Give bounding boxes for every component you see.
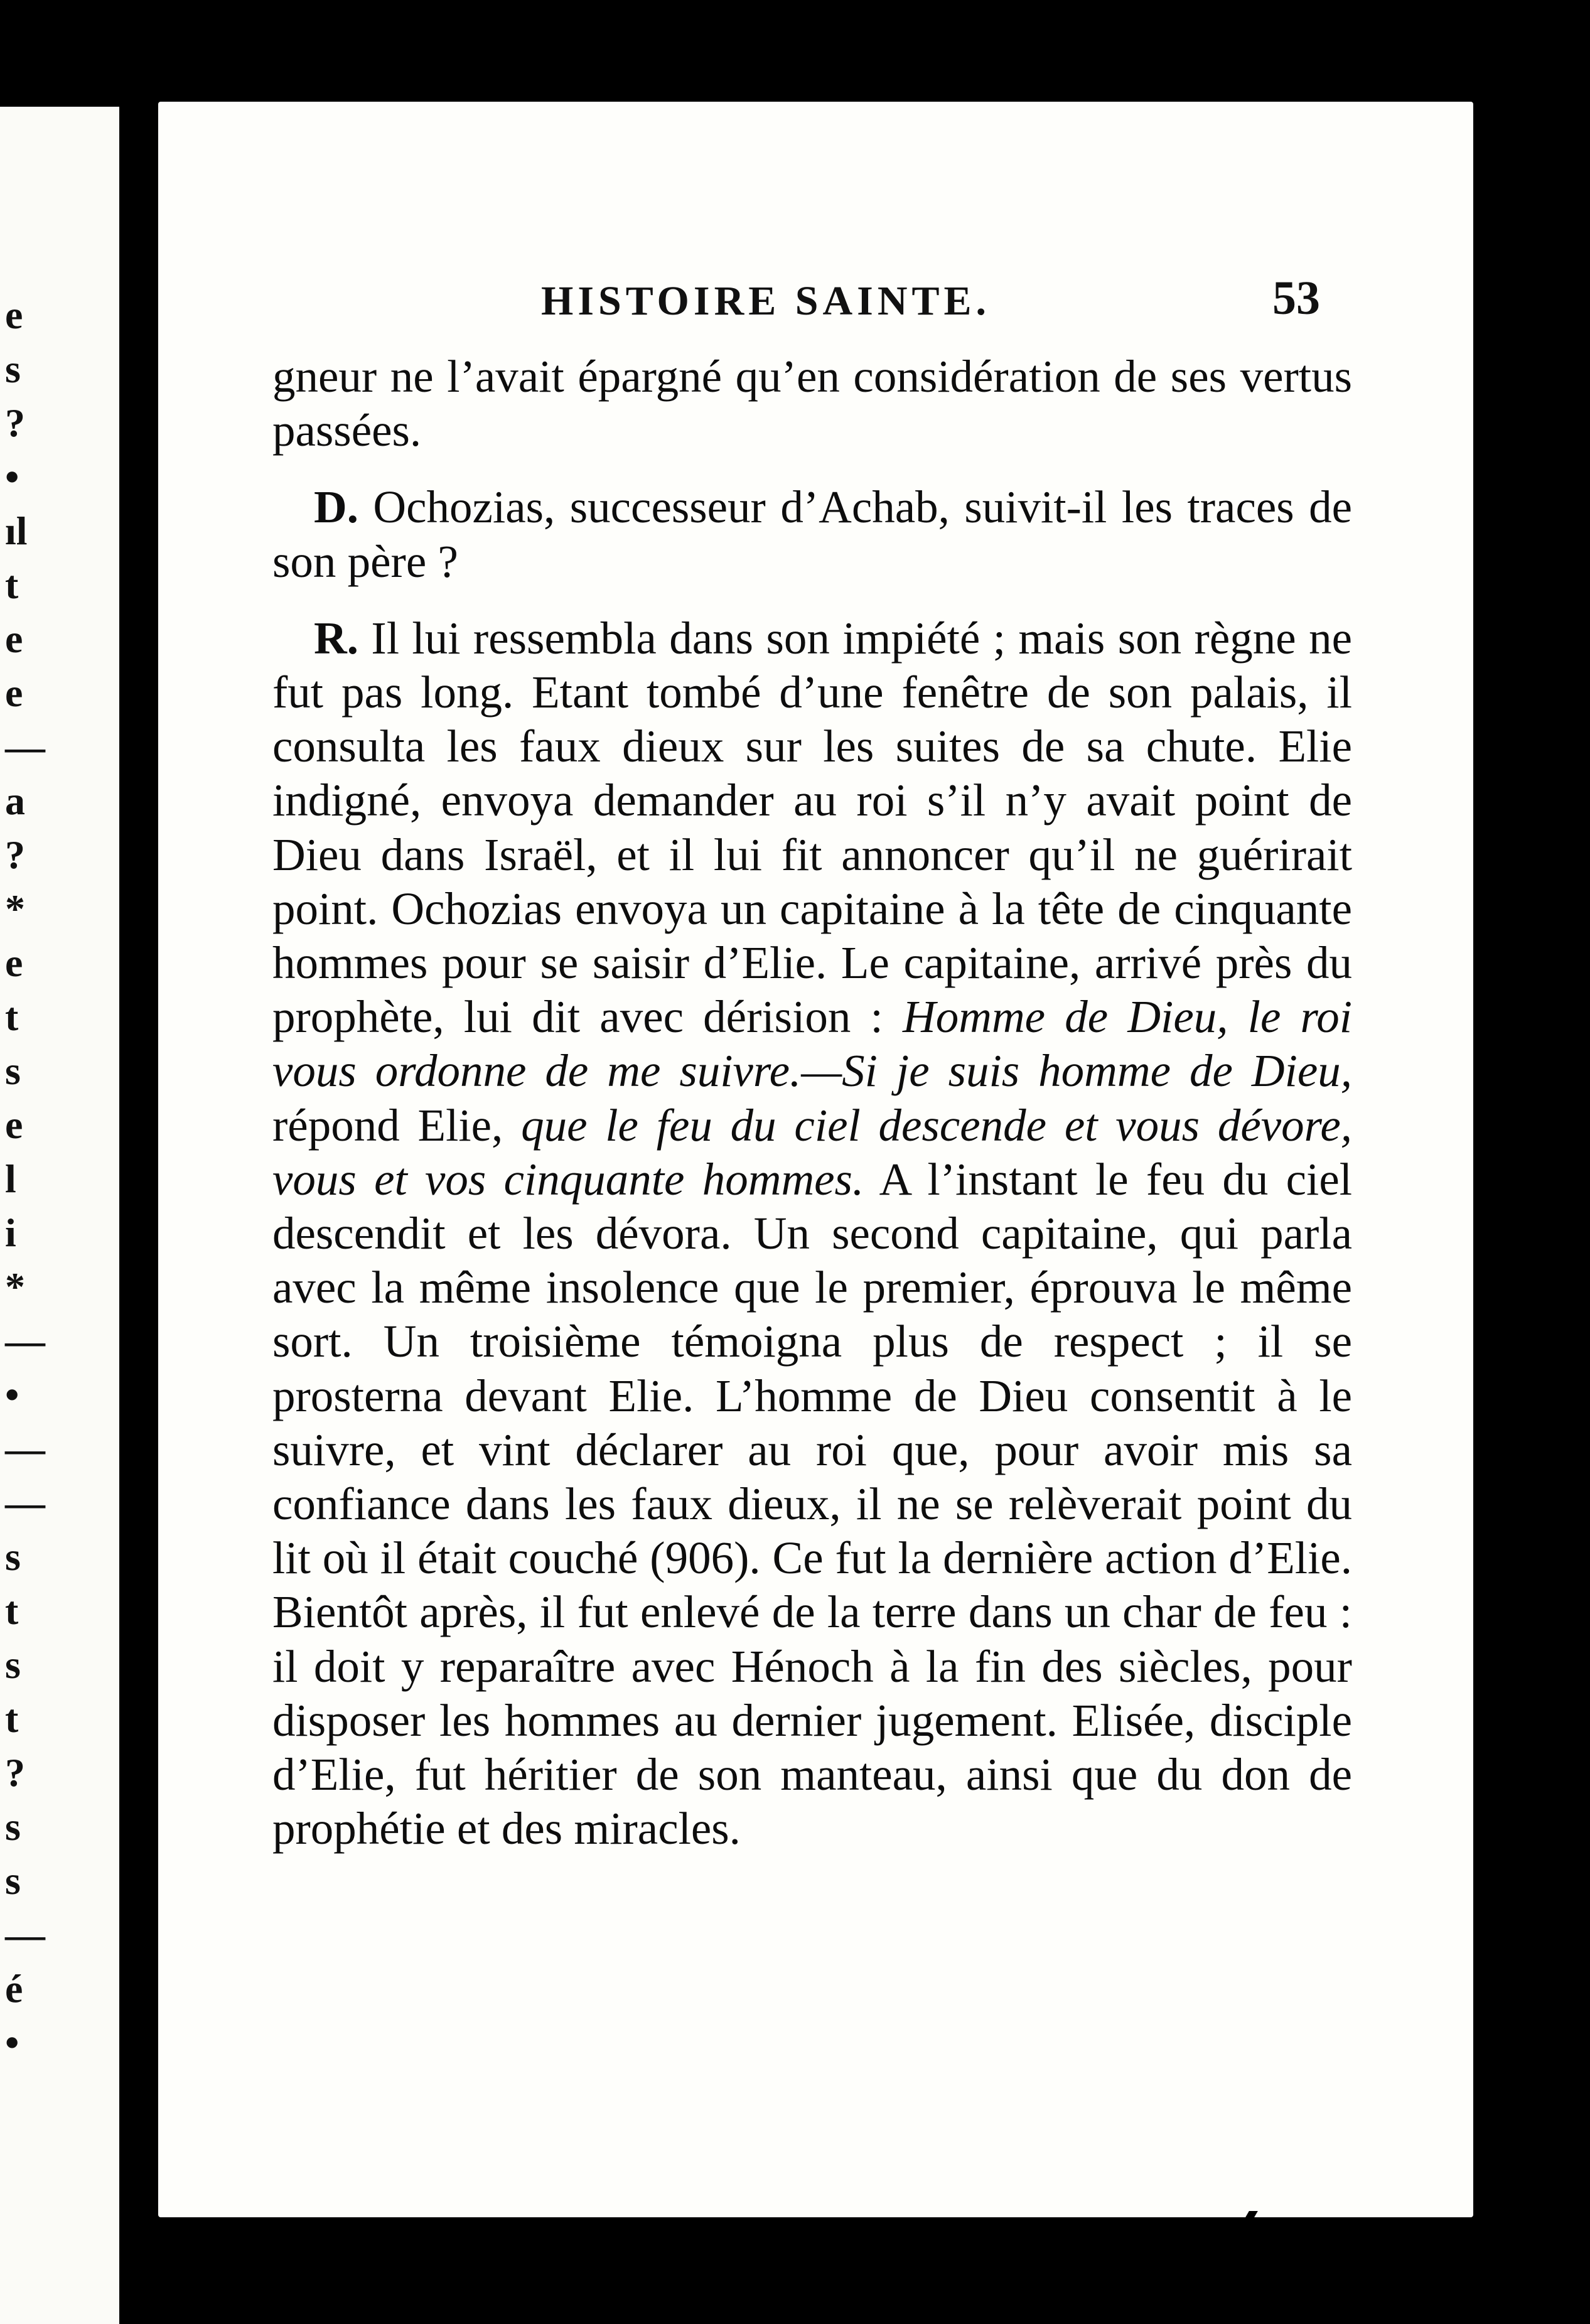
ink-mark <box>1245 2211 1258 2217</box>
facing-page-glyph: l <box>5 1156 16 1201</box>
facing-page-glyph: t <box>5 1696 19 1741</box>
facing-page-glyph: t <box>5 562 19 607</box>
facing-page-glyph: ? <box>5 401 25 445</box>
facing-page-glyph: — <box>5 724 45 769</box>
facing-page-glyph: s <box>5 1048 21 1093</box>
question-text: Ochozias, successeur d’Achab, suivit-il les traces de son père ? <box>272 481 1353 587</box>
facing-page-glyph: i <box>5 1210 16 1255</box>
facing-page-glyph: a <box>5 778 25 823</box>
facing-page-glyph: • <box>5 1372 19 1417</box>
running-head: HISTOIRE SAINTE. <box>541 278 991 324</box>
facing-page-glyph: e <box>5 293 23 337</box>
question-paragraph <box>272 480 1352 588</box>
paragraph-continuation: gneur ne l’avait épargné qu’en considération de ses vertus passées. <box>272 351 1352 456</box>
page-number: 53 <box>1272 272 1320 325</box>
facing-page-glyph: • <box>5 455 19 499</box>
facing-page-glyph: e <box>5 616 23 661</box>
facing-page-glyph: e <box>5 670 23 715</box>
answer-marker: R. <box>314 612 358 664</box>
facing-page-glyph: é <box>5 1966 23 2011</box>
facing-page-glyph: s <box>5 347 21 391</box>
answer-text-2: répond Elie, <box>272 1099 503 1151</box>
facing-page-glyph: s <box>5 1534 21 1579</box>
answer-text-3: A l’instant le feu du ciel descendit et les dévora. Un second capitaine, qui parla avec la même insolence que le premier, éprouva le même sort. Un troisième témoigna plus de respect ; il se prosterna devant Elie. L’homme de Dieu consentit à le suivre, et vint déclarer au roi que, pour avoir mis sa confiance dans les faux dieux, il ne se relèverait point du lit où il était couché (906). Ce fut la dernière action d’Elie. Bientôt après, il fut enlevé de la terre dans un char de feu : il doit y reparaître avec Hénoch à la fin des siècles, pour disposer les hommes au dernier jugement. Elisée, disciple d’Elie, fut héritier de son manteau, ainsi que du don de prophétie et des miracles. <box>272 1153 1352 1854</box>
facing-page-glyph: — <box>5 1912 45 1957</box>
facing-page-glyph: ? <box>5 1750 25 1795</box>
facing-page-glyph: s <box>5 1858 21 1903</box>
question-marker: D. <box>314 481 358 533</box>
facing-page-glyph: — <box>5 1480 45 1525</box>
book-page <box>158 102 1473 2217</box>
facing-page-glyph: t <box>5 994 19 1039</box>
answer-italic-1: Homme de Dieu, le roi vous ordonne de me suivre.—Si je suis homme de Dieu, <box>272 991 1352 1097</box>
answer-paragraph <box>272 611 1352 1856</box>
facing-page-glyph: s <box>5 1642 21 1687</box>
facing-page-glyph: • <box>5 2020 19 2065</box>
facing-page-glyph: * <box>5 1264 25 1309</box>
page-gutter <box>119 0 158 2324</box>
facing-page-glyph: ıl <box>5 508 28 553</box>
facing-page-glyph: — <box>5 1426 45 1471</box>
answer-text-1: Il lui ressembla dans son impiété ; mais son règne ne fut pas long. Etant tombé d’une fenêtre de son palais, il consulta les faux dieux sur les suites de sa chute. Elie indigné, envoya demander au roi s’il n’y avait point de Dieu dans Israël, et il lui fit annoncer qu’il ne guérirait point. Ochozias envoya un capitaine à la tête de cinquante hommes pour se saisir d’Elie. Le capitaine, arrivé près du prophète, lui dit avec dérision : <box>272 612 1352 1043</box>
answer-italic-2: que le feu du ciel descende et vous dévore, vous et vos cinquante hommes. <box>272 1099 1353 1205</box>
facing-page-glyph: ? <box>5 832 25 877</box>
facing-page-glyph: — <box>5 1318 45 1363</box>
facing-page-glyph: e <box>5 1102 23 1147</box>
facing-page-edge <box>0 107 119 2324</box>
body-text <box>272 350 1352 1856</box>
facing-page-glyph: t <box>5 1588 19 1633</box>
facing-page-glyph: e <box>5 940 23 985</box>
facing-page-glyph: * <box>5 886 25 931</box>
facing-page-glyph: s <box>5 1804 21 1849</box>
